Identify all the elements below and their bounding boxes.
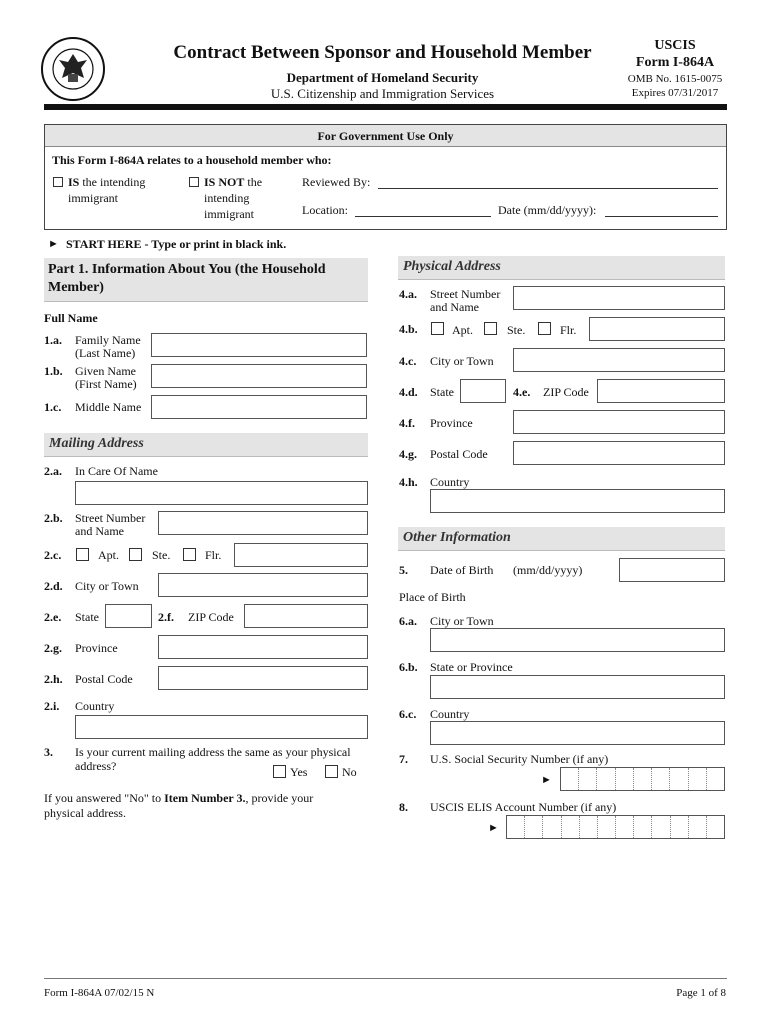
mailing-ste-label: Ste. — [152, 548, 171, 562]
q8-arrow-icon: ► — [488, 822, 499, 834]
q3-no-label: No — [342, 765, 357, 779]
q2d-number: 2.d. — [44, 579, 63, 593]
form-title: Contract Between Sponsor and Household Member — [173, 42, 592, 63]
dhs-seal — [40, 36, 106, 102]
part1-title-2: Member) — [48, 280, 104, 295]
physical-city-input[interactable] — [513, 348, 725, 372]
birth-country-input[interactable] — [430, 721, 725, 745]
physical-country-input[interactable] — [430, 489, 725, 513]
q3-yes-checkbox[interactable] — [273, 765, 286, 778]
q5-format: (mm/dd/yyyy) — [513, 563, 583, 577]
physical-ste-checkbox[interactable] — [484, 322, 497, 335]
q3-yes-label: Yes — [290, 765, 308, 779]
q4e-label: ZIP Code — [543, 385, 589, 399]
mailing-city-input[interactable] — [158, 573, 368, 597]
q4h-number: 4.h. — [399, 475, 418, 489]
q3-label-1: Is your current mailing address the same as your physical — [75, 745, 351, 759]
q1a-label-2: (Last Name) — [75, 346, 136, 360]
q3-label-2: address? — [75, 759, 117, 773]
q2b-label-1: Street Number — [75, 511, 146, 525]
q2f-label: ZIP Code — [188, 610, 234, 624]
mailing-flr-checkbox[interactable] — [183, 548, 196, 561]
physical-street-input[interactable] — [513, 286, 725, 310]
q4d-number: 4.d. — [399, 385, 418, 399]
q6c-label: Country — [430, 707, 470, 721]
is-rest-1: the intending — [79, 175, 146, 189]
department-name: Department of Homeland Security — [286, 70, 479, 85]
q2g-label: Province — [75, 641, 118, 655]
mailing-zip-input[interactable] — [244, 604, 368, 628]
reviewed-by-label: Reviewed By: — [302, 175, 371, 189]
birth-state-input[interactable] — [430, 675, 725, 699]
start-here-instruction: START HERE - Type or print in black ink. — [66, 237, 287, 251]
q2c-number: 2.c. — [44, 548, 62, 562]
q4e-number: 4.e. — [513, 385, 531, 399]
q6a-label: City or Town — [430, 614, 494, 628]
q2h-number: 2.h. — [44, 672, 63, 686]
is-not-intending-label — [204, 176, 262, 189]
footer-rule — [44, 978, 727, 979]
birth-city-input[interactable] — [430, 628, 725, 652]
q2e-number: 2.e. — [44, 610, 62, 624]
physical-flr-label: Flr. — [560, 323, 577, 337]
q4g-label: Postal Code — [430, 447, 488, 461]
physical-apt-checkbox[interactable] — [431, 322, 444, 335]
is-not-intending-checkbox[interactable] — [189, 177, 199, 187]
q2i-number: 2.i. — [44, 699, 60, 713]
mailing-state-select[interactable] — [105, 604, 152, 628]
q1b-label-1: Given Name — [75, 364, 136, 378]
q4h-label: Country — [430, 475, 470, 489]
q2a-number: 2.a. — [44, 464, 62, 478]
q4d-label: State — [430, 385, 454, 399]
q1c-number: 1.c. — [44, 400, 62, 414]
q2e-label: State — [75, 610, 99, 624]
seal-text — [40, 36, 41, 37]
part1-title-1: Part 1. Information About You (the Household — [48, 262, 326, 277]
is-intending-checkbox[interactable] — [53, 177, 63, 187]
is-intending-label-2: immigrant — [68, 191, 118, 205]
q1a-number: 1.a. — [44, 333, 62, 347]
q4g-number: 4.g. — [399, 447, 417, 461]
physical-address-header: Physical Address — [398, 256, 725, 280]
q6b-label: State or Province — [430, 660, 513, 674]
q4b-number: 4.b. — [399, 322, 418, 336]
place-of-birth-heading: Place of Birth — [399, 590, 466, 604]
q2d-label: City or Town — [75, 579, 139, 593]
q3-no-checkbox[interactable] — [325, 765, 338, 778]
dhs-seal-icon — [40, 36, 106, 102]
location-field[interactable] — [355, 216, 491, 217]
q7-number: 7. — [399, 752, 408, 766]
q7-arrow-icon: ► — [541, 774, 552, 786]
physical-province-input[interactable] — [513, 410, 725, 434]
q5-number: 5. — [399, 563, 408, 577]
footer-form-edition: Form I-864A 07/02/15 N — [44, 987, 155, 999]
isnot-rest-1: the — [244, 175, 263, 189]
physical-state-select[interactable] — [460, 379, 506, 403]
ssn-input[interactable] — [560, 767, 725, 791]
q4a-label-2: and Name — [430, 300, 479, 314]
is-not-intending-label-2: intending — [204, 191, 250, 205]
gov-use-panel — [44, 124, 727, 230]
mailing-street-input[interactable] — [158, 511, 368, 535]
q2h-label: Postal Code — [75, 672, 133, 686]
q8-number: 8. — [399, 800, 408, 814]
q4a-number: 4.a. — [399, 287, 417, 301]
reviewed-by-field[interactable] — [378, 188, 718, 189]
q4c-number: 4.c. — [399, 354, 417, 368]
q1b-label-2: (First Name) — [75, 377, 137, 391]
mailing-postal-code-input[interactable] — [158, 666, 368, 690]
q1c-label: Middle Name — [75, 400, 142, 414]
physical-apt-label: Apt. — [452, 323, 473, 337]
expiration-date: Expires 07/31/2017 — [631, 87, 719, 99]
footer-page-number: Page 1 of 8 — [676, 987, 726, 999]
gov-use-relates: This Form I-864A relates to a household member who: — [52, 153, 332, 167]
q3-note-2: physical address. — [44, 806, 126, 820]
q2g-number: 2.g. — [44, 641, 62, 655]
q1b-number: 1.b. — [44, 364, 63, 378]
is-not-intending-label-3: immigrant — [204, 207, 254, 221]
q7-label: U.S. Social Security Number (if any) — [430, 752, 609, 766]
family-name-input[interactable] — [151, 333, 367, 357]
physical-zip-input[interactable] — [597, 379, 725, 403]
mailing-ste-checkbox[interactable] — [129, 548, 142, 561]
part1-header — [44, 258, 368, 302]
q2b-label-2: and Name — [75, 524, 124, 538]
physical-postal-code-input[interactable] — [513, 441, 725, 465]
q4f-number: 4.f. — [399, 416, 415, 430]
gov-use-title: For Government Use Only — [45, 125, 726, 147]
q4f-label: Province — [430, 416, 473, 430]
q6a-number: 6.a. — [399, 614, 417, 628]
isnot-bold: IS NOT — [204, 175, 245, 189]
header-rule — [44, 104, 727, 110]
physical-flr-checkbox[interactable] — [538, 322, 551, 335]
agency-short: USCIS — [654, 38, 696, 53]
full-name-heading: Full Name — [44, 311, 98, 325]
physical-unit-input[interactable] — [589, 317, 725, 341]
other-information-header: Other Information — [398, 527, 725, 551]
note-part-c: , provide your — [245, 791, 314, 805]
mailing-address-header: Mailing Address — [44, 433, 368, 457]
omb-number: OMB No. 1615-0075 — [627, 73, 723, 85]
q5-label: Date of Birth — [430, 563, 494, 577]
location-label: Location: — [302, 203, 348, 217]
start-arrow-icon: ► — [48, 238, 59, 250]
given-name-input[interactable] — [151, 364, 367, 388]
q6b-number: 6.b. — [399, 660, 418, 674]
is-intending-label — [68, 176, 145, 189]
is-bold: IS — [68, 175, 80, 189]
q8-label: USCIS ELIS Account Number (if any) — [430, 800, 617, 814]
mailing-province-input[interactable] — [158, 635, 368, 659]
mailing-apt-label: Apt. — [98, 548, 119, 562]
q2a-label: In Care Of Name — [75, 464, 158, 478]
physical-ste-label: Ste. — [507, 323, 526, 337]
mailing-flr-label: Flr. — [205, 548, 222, 562]
q3-note-1 — [44, 792, 313, 805]
mailing-unit-input[interactable] — [234, 543, 368, 567]
mailing-country-input[interactable] — [75, 715, 368, 739]
elis-account-input[interactable] — [506, 815, 725, 839]
q3-number: 3. — [44, 745, 53, 759]
q2f-number: 2.f. — [158, 610, 174, 624]
q4c-label: City or Town — [430, 354, 494, 368]
q1a-label-1: Family Name — [75, 333, 141, 347]
form-id: Form I-864A — [635, 55, 715, 70]
middle-name-input[interactable] — [151, 395, 367, 419]
mailing-apt-checkbox[interactable] — [76, 548, 89, 561]
date-of-birth-input[interactable] — [619, 558, 725, 582]
in-care-of-input[interactable] — [75, 481, 368, 505]
agency-name: U.S. Citizenship and Immigration Services — [270, 86, 495, 101]
q2b-number: 2.b. — [44, 511, 63, 525]
date-field[interactable] — [605, 216, 718, 217]
note-part-b: Item Number 3. — [164, 791, 246, 805]
q4a-label-1: Street Number — [430, 287, 501, 301]
date-label: Date (mm/dd/yyyy): — [498, 203, 597, 217]
q6c-number: 6.c. — [399, 707, 417, 721]
note-part-a: If you answered "No" to — [44, 791, 165, 805]
q2i-label: Country — [75, 699, 115, 713]
